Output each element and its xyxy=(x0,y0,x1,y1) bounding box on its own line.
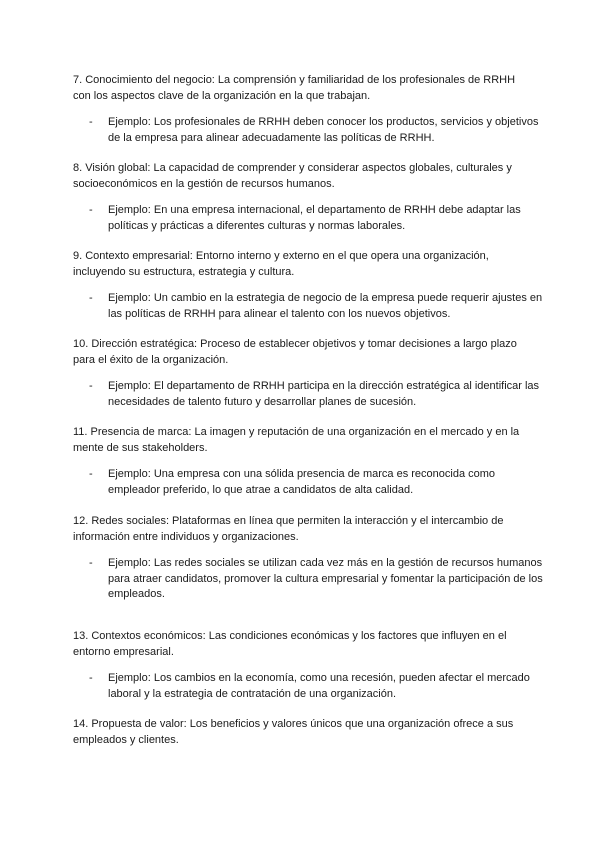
example-11 xyxy=(89,467,548,498)
example-text-8: Ejemplo: En una empresa internacional, el departamento de RRHH debe adaptar las políticas y prácticas a diferentes culturas y normas laborales. xyxy=(108,204,521,232)
example-7 xyxy=(89,115,548,146)
glossary-entry-8: 8. Visión global: La capacidad de comprender y considerar aspectos globales, culturales y socioeconómicos en la gestión de recursos humanos. xyxy=(73,162,512,190)
bullet-dash: - xyxy=(89,116,93,128)
glossary-entry-7: 7. Conocimiento del negocio: La comprensión y familiaridad de los profesionales de RRHH con los aspectos clave de la organización en la que trabajan. xyxy=(73,74,516,102)
bullet-dash: - xyxy=(89,292,93,304)
example-text-12: Ejemplo: Las redes sociales se utilizan cada vez más en la gestión de recursos humanos para atraer candidatos, promover la cultura empresarial y fomentar la participación de los empleados. xyxy=(108,557,543,600)
bullet-dash: - xyxy=(89,204,93,216)
example-text-13: Ejemplo: Los cambios en la economía, como una recesión, pueden afectar el mercado laboral y la estrategia de contratación de una organización. xyxy=(108,672,530,700)
example-8 xyxy=(89,203,548,234)
example-text-10: Ejemplo: El departamento de RRHH participa en la dirección estratégica al identificar las necesidades de talento futuro y desarrollar planes de sucesión. xyxy=(108,380,540,408)
bullet-dash: - xyxy=(89,380,93,392)
bullet-dash: - xyxy=(89,672,93,684)
example-text-7: Ejemplo: Los profesionales de RRHH deben conocer los productos, servicios y objetivos de la empresa para alinear adecuadamente las políticas de RRHH. xyxy=(108,116,539,144)
glossary-entry-10: 10. Dirección estratégica: Proceso de establecer objetivos y tomar decisiones a largo plazo para el éxito de la organización. xyxy=(73,338,517,366)
bullet-dash: - xyxy=(89,468,93,480)
example-12 xyxy=(89,556,548,603)
example-text-9: Ejemplo: Un cambio en la estrategia de negocio de la empresa puede requerir ajustes en las políticas de RRHH para alinear el talento con los nuevos objetivos. xyxy=(108,292,543,320)
example-text-11: Ejemplo: Una empresa con una sólida presencia de marca es reconocida como empleador preferido, lo que atrae a candidatos de alta calidad. xyxy=(108,468,496,496)
glossary-entry-12: 12. Redes sociales: Plataformas en línea que permiten la interacción y el intercambio de información entre individuos y organizaciones. xyxy=(73,515,504,543)
bullet-dash: - xyxy=(89,557,93,569)
glossary-entry-14: 14. Propuesta de valor: Los beneficios y valores únicos que una organización ofrece a sus empleados y clientes. xyxy=(73,718,514,746)
glossary-entry-11: 11. Presencia de marca: La imagen y reputación de una organización en el mercado y en la mente de sus stakeholders. xyxy=(73,426,520,454)
example-13 xyxy=(89,671,548,702)
example-9 xyxy=(89,291,548,322)
example-10 xyxy=(89,379,548,410)
glossary-entry-9: 9. Contexto empresarial: Entorno interno y externo en el que opera una organización, incluyendo su estructura, estrategia y cultura. xyxy=(73,250,489,278)
glossary-entry-13: 13. Contextos económicos: Las condiciones económicas y los factores que influyen en el entorno empresarial. xyxy=(73,630,507,658)
